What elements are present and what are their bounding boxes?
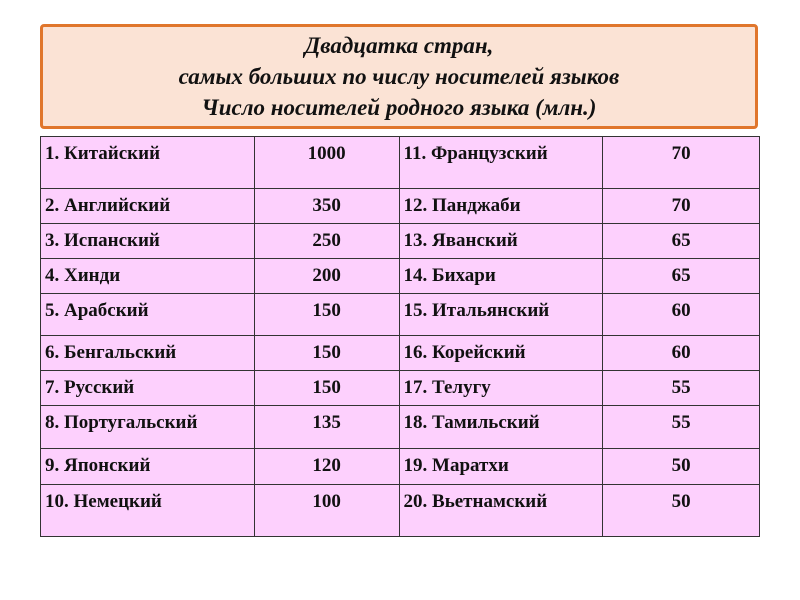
- speakers-count-cell: 200: [254, 259, 399, 294]
- table-row: [41, 371, 760, 406]
- table-row: [41, 406, 760, 449]
- speakers-count-cell: 55: [603, 406, 760, 449]
- table-row: [41, 137, 760, 189]
- table-row: [41, 294, 760, 336]
- language-name-cell: 15. Итальянский: [399, 294, 603, 336]
- language-name-cell: 8. Португальский: [41, 406, 255, 449]
- table-row: [41, 449, 760, 485]
- speakers-count-cell: 150: [254, 336, 399, 371]
- speakers-count-cell: 70: [603, 137, 760, 189]
- languages-table: [40, 136, 760, 537]
- speakers-count-cell: 50: [603, 449, 760, 485]
- language-name-cell: 3. Испанский: [41, 224, 255, 259]
- language-name-cell: 18. Тамильский: [399, 406, 603, 449]
- table-row: [41, 224, 760, 259]
- language-name-cell: 2. Английский: [41, 189, 255, 224]
- language-name-cell: 17. Телугу: [399, 371, 603, 406]
- speakers-count-cell: 60: [603, 294, 760, 336]
- table-row: [41, 189, 760, 224]
- speakers-count-cell: 70: [603, 189, 760, 224]
- language-name-cell: 16. Корейский: [399, 336, 603, 371]
- speakers-count-cell: 1000: [254, 137, 399, 189]
- speakers-count-cell: 135: [254, 406, 399, 449]
- language-name-cell: 7. Русский: [41, 371, 255, 406]
- speakers-count-cell: 60: [603, 336, 760, 371]
- speakers-count-cell: 65: [603, 224, 760, 259]
- table-row: [41, 336, 760, 371]
- language-name-cell: 13. Яванский: [399, 224, 603, 259]
- table-row: [41, 485, 760, 537]
- speakers-count-cell: 150: [254, 294, 399, 336]
- title-line-1: Двадцатка стран,: [304, 33, 494, 58]
- table-row: [41, 259, 760, 294]
- speakers-count-cell: 120: [254, 449, 399, 485]
- language-name-cell: 14. Бихари: [399, 259, 603, 294]
- language-name-cell: 1. Китайский: [41, 137, 255, 189]
- language-name-cell: 4. Хинди: [41, 259, 255, 294]
- language-name-cell: 10. Немецкий: [41, 485, 255, 537]
- speakers-count-cell: 100: [254, 485, 399, 537]
- language-name-cell: 12. Панджаби: [399, 189, 603, 224]
- title-line-3: Число носителей родного языка (млн.): [201, 95, 597, 120]
- speakers-count-cell: 50: [603, 485, 760, 537]
- language-name-cell: 19. Маратхи: [399, 449, 603, 485]
- speakers-count-cell: 350: [254, 189, 399, 224]
- language-name-cell: 11. Французский: [399, 137, 603, 189]
- language-name-cell: 20. Вьетнамский: [399, 485, 603, 537]
- language-name-cell: 9. Японский: [41, 449, 255, 485]
- speakers-count-cell: 55: [603, 371, 760, 406]
- slide-title: [40, 24, 758, 129]
- speakers-count-cell: 150: [254, 371, 399, 406]
- speakers-count-cell: 65: [603, 259, 760, 294]
- language-name-cell: 6. Бенгальский: [41, 336, 255, 371]
- language-name-cell: 5. Арабский: [41, 294, 255, 336]
- title-line-2: самых больших по числу носителей языков: [178, 64, 620, 89]
- speakers-count-cell: 250: [254, 224, 399, 259]
